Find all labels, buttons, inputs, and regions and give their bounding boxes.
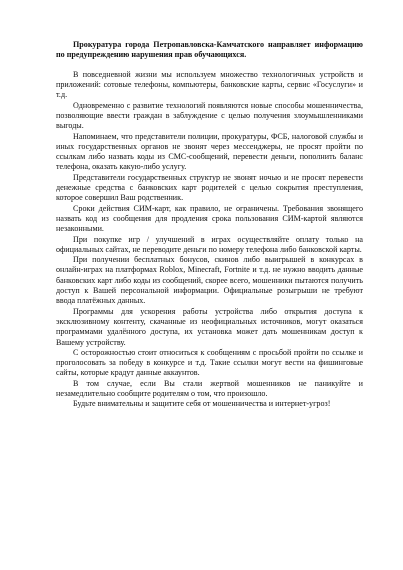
paragraph-2: Одновременно с развитие технологий появляются новые способы мошенничества, позволяющие ввести граждан в заблуждение с целью получения злоумышленниками выгоды. <box>56 100 363 131</box>
paragraph-1: В повседневной жизни мы используем множество технологичных устройств и приложений: сотовые телефоны, компьютеры, банковские карты, сервис «Госуслуги» и т.д. <box>56 69 363 100</box>
document-body <box>56 70 363 410</box>
paragraph-7: При получении бесплатных бонусов, скинов либо выигрышей в конкурсах в онлайн-играх на платформах Roblox, Minecraft, Fortnite и т.д. не нужно вводить данные банковских карт либо коды из сообщений, скорее всего, мошенники пытаются получить доступ к Вашей персональной информации. Официальные розыгрыши не требуют ввода платёжных данных. <box>56 255 363 306</box>
paragraph-6: При покупке игр / улучшений в играх осуществляйте оплату только на официальных сайтах, не переводите деньги по номеру телефона либо банковской карты. <box>56 234 363 254</box>
paragraph-9: С осторожностью стоит относиться к сообщениям с просьбой пройти по ссылке и проголосовать за победу в конкурсе и т.д. Такие ссылки могут вести на фишинговые сайты, которые крадут данные аккаунтов. <box>56 347 363 378</box>
paragraph-11: Будьте внимательны и защитите себя от мошенничества и интернет-угроз! <box>73 399 331 409</box>
paragraph-3: Напоминаем, что представители полиции, прокуратуры, ФСБ, налоговой службы и иных государственных органов не звонят через мессенджеры, не просят пройти по ссылкам либо назвать коды из СМС-сообщений, перевести деньги, пополнить баланс телефона, оказать какую-либо услугу. <box>56 131 363 172</box>
paragraph-8: Программы для ускорения работы устройства либо открытия доступа к эксклюзивному контенту, скачанные из неофициальных источников, могут оказаться программами удалённого доступа, их установка может дать мошенникам доступ к Вашему устройству. <box>56 306 363 347</box>
paragraph-4: Представители государственных структур не звонят ночью и не просят перевести денежные средства с банковских карт родителей с целью сокрытия преступления, которое совершил Ваш родственник. <box>56 172 363 203</box>
paragraph-10: В том случае, если Вы стали жертвой мошенников не паникуйте и незамедлительно сообщите родителям о том, что произошло. <box>56 378 363 399</box>
document-title: Прокуратура города Петропавловска-Камчатского направляет информацию по предупреждению нарушения прав обучающихся. <box>56 40 363 60</box>
paragraph-5: Сроки действия СИМ-карт, как правило, не ограничены. Требования звонящего назвать код из сообщения для продления срока пользования СИМ-картой являются незаконными. <box>56 203 363 234</box>
